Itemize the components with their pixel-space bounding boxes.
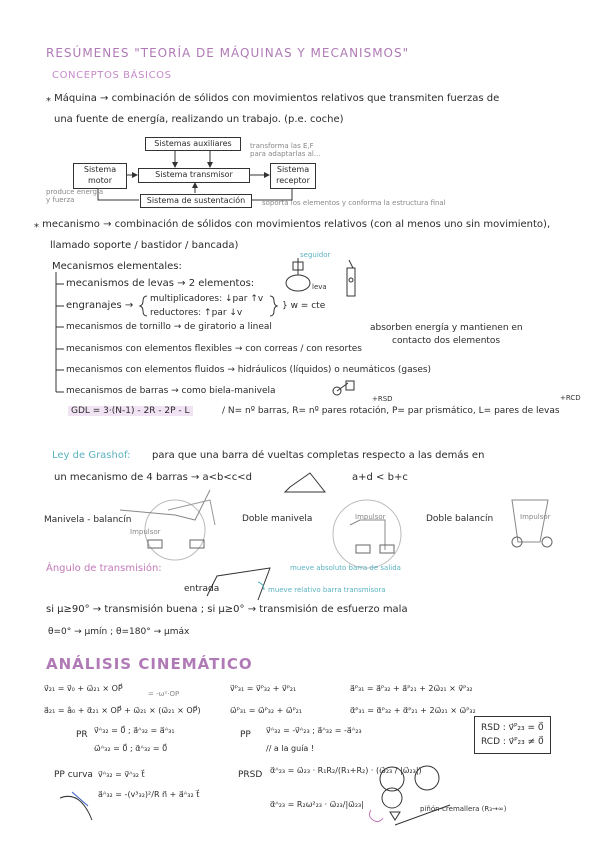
mecanismo-item-levas: mecanismos de levas → 2 elementos: [66, 278, 255, 289]
rcd-tag: +RCD [560, 394, 581, 402]
formula-a31: a⃗ᴾ₃₁ = a⃗ᴾ₃₂ + a⃗ᴾ₂₁ + 2ω⃗₂₁ × v⃗ᴾ₃₂ [350, 684, 473, 693]
engranajes-multiplicadores: multiplicadores: ↓par ↑v [150, 294, 264, 304]
maquina-line1: ⁎ Máquina → combinación de sólidos con movimientos relativos que transmiten fuerzas de [46, 93, 500, 104]
pr-formula2: ω⃗ᴬ₃₂ = 0⃗ ; α⃗ᴬ₃₂ = 0⃗ [94, 744, 168, 753]
mecanismos-elementales-heading: Mecanismos elementales: [52, 261, 182, 272]
mecanismo-item-flexibles: mecanismos con elementos flexibles → con correas / con resortes [66, 344, 362, 354]
grashof-doble-balancin: Doble balancín [426, 514, 494, 524]
pr-formula1: v⃗ᴬ₃₂ = 0⃗ ; a⃗ᴬ₃₂ = a⃗ᴬ₃₁ [94, 726, 175, 735]
section-heading: CONCEPTOS BÁSICOS [52, 70, 172, 81]
angulo-title: Ángulo de transmisión: [46, 563, 162, 574]
grashof-condition: a+d < b+c [352, 472, 408, 483]
seguidor-label: seguidor [300, 251, 331, 259]
grashof-text2: un mecanismo de 4 barras → a<b<c<d [54, 472, 253, 483]
mecanismo-line2: llamado soporte / bastidor / bancada) [50, 240, 239, 251]
angulo-note2: mueve relativo barra transmisora [268, 586, 386, 594]
diagram-box-trans: Sistema transmisor [138, 168, 250, 183]
formula-v31: v⃗ᴾ₃₁ = v⃗ᴾ₃₂ + v⃗ᴾ₂₁ [230, 684, 297, 693]
diagram-box-aux: Sistemas auxiliares [145, 137, 241, 151]
mecanismo-item-barras: mecanismos de barras → como biela-manivela [66, 386, 276, 396]
angulo-line2: θ=0° → μmín ; θ=180° → μmáx [48, 627, 190, 637]
grashof-title: Ley de Grashof: [52, 450, 131, 461]
engranajes-wcte: } w = cte [282, 301, 326, 311]
prsd-formula1: α⃗ᴬ₂₃ = ω⃗₂₃ · R₁R₂/(R₁+R₂) · (ω⃗₂₃ / |ω⃗₂₃|) [270, 766, 422, 775]
maquina-line2: una fuente de energía, realizando un trabajo. (p.e. coche) [54, 114, 344, 125]
absorben-label: absorben energía y mantienen en [370, 323, 523, 333]
gdl-note: / N= nº barras, R= nº pares rotación, P= par prismático, L= pares de levas [222, 406, 560, 416]
formula-w31: ω⃗ᴾ₃₁ = ω⃗ᴾ₃₂ + ω⃗ᴾ₂₁ [230, 706, 303, 715]
page-title: RESÚMENES "TEORÍA DE MÁQUINAS Y MECANISMOS" [46, 46, 410, 60]
impulsor-label-2: Impulsor [355, 513, 386, 521]
diagram-box-sust: Sistema de sustentación [140, 194, 252, 208]
mecanismo-line1: ⁎ mecanismo → combinación de sólidos con movimientos relativos (con al menos uno sin movimiento), [34, 219, 551, 230]
pp-label: PP [240, 730, 251, 740]
grashof-doble-manivela: Doble manivela [242, 514, 313, 524]
angulo-line1: si μ≥90° → transmisión buena ; si μ≥0° → transmisión de esfuerzo mala [46, 604, 408, 615]
analisis-title: ANÁLISIS CINEMÁTICO [46, 655, 253, 673]
pr-label: PR [76, 730, 88, 740]
diagram-box-recep: Sistema receptor [270, 163, 316, 189]
mecanismo-item-tornillo: mecanismos de tornillo → de giratorio a lineal [66, 322, 272, 332]
rsd-condition: RSD : v⃗ᴾ₂₃ = 0⃗ [481, 723, 544, 733]
pp-formula1: v⃗ᴬ₃₂ = -v⃗ᴬ₂₃ ; a⃗ᴬ₃₂ = -a⃗ᴬ₂₃ [266, 726, 362, 735]
formula-v21: v⃗₂₁ = v⃗₀ + ω⃗₂₁ × OP⃗ [44, 684, 123, 693]
impulsor-label-1: Impulsor [130, 528, 161, 536]
rsd-tag: +RSD [372, 395, 393, 403]
impulsor-label-3: Impulsor [520, 513, 551, 521]
diagram-box-motor: Sistema motor [73, 163, 127, 189]
leva-label: leva [312, 283, 327, 291]
angulo-entrada: entrada [184, 584, 220, 594]
prsd-label: PRSD [238, 770, 263, 780]
diagram-note-bottom: soporta los elementos y conforma la estructura final [262, 199, 446, 207]
formula-note: = -ω²·OP [148, 690, 180, 698]
mecanismo-item-fluidos: mecanismos con elementos fluidos → hidráulicos (líquidos) o neumáticos (gases) [66, 365, 432, 375]
grashof-text1: para que una barra dé vueltas completas respecto a las demás en [152, 450, 485, 461]
formula-a21: a⃗₂₁ = â₀ + α⃗₂₁ × OP⃗ + ω⃗₂₁ × (ω⃗₂₁ × OP⃗) [44, 706, 201, 715]
rcd-condition: RCD : v⃗ᴾ₂₃ ≠ 0⃗ [481, 737, 544, 747]
diagram-note-left: produce energía y fuerza [46, 188, 104, 204]
ppcurva-formula2: a⃗ᴬ₃₂ = -(v³₃₂)²/R n⃗ + a⃗ᴬ₃₂ t⃗ [98, 790, 200, 799]
grashof-manivela-balancin: Manivela - balancín [44, 515, 132, 525]
gdl-formula: GDL = 3·(N-1) - 2R - 2P - L [68, 406, 193, 416]
pp-formula2: // a la guía ! [266, 744, 315, 753]
pinon-cremallera-label: piñón-cremallera (R₃→∞) [420, 805, 507, 813]
rsd-rcd-box [474, 716, 551, 754]
angulo-note1: mueve absoluto barra de salida [290, 564, 401, 572]
formula-alpha31: α⃗ᴾ₃₁ = α⃗ᴾ₃₂ + α⃗ᴾ₂₁ + 2ω⃗₂₁ × ω⃗ᴾ₃₂ [350, 706, 476, 715]
contacto-label: contacto dos elementos [392, 336, 501, 346]
diagram-note-top: transforma las E,F para adaptarlas al... [250, 142, 321, 158]
engranajes-reductores: reductores: ↑par ↓v [150, 308, 243, 318]
mecanismo-item-engranajes: engranajes → [66, 300, 134, 311]
ppcurva-label: PP curva [54, 770, 93, 780]
prsd-formula2: α⃗ᴬ₂₃ = R₂ω²₂₃ · ω⃗₂₃/|ω⃗₂₃| [270, 800, 364, 809]
ppcurva-formula1: v⃗ᴬ₃₂ = v⃗ᴬ₃₂ t⃗ [98, 770, 145, 779]
